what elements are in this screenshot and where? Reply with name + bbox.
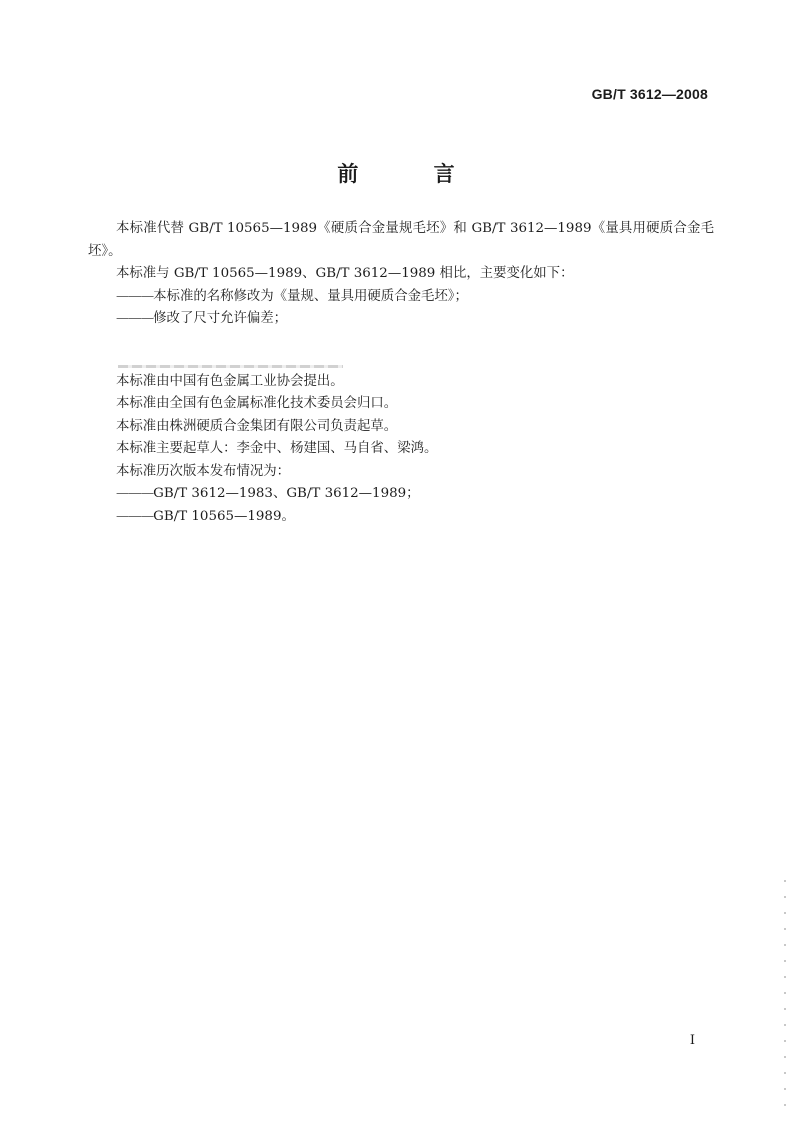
history-item-text: GB/T 3612—1983、GB/T 3612—1989； xyxy=(153,486,420,501)
list-dash: ——— xyxy=(116,486,154,501)
paragraph-history-intro: 本标准历次版本发布情况为： xyxy=(116,463,291,479)
change-item-2 xyxy=(88,308,714,331)
blank-gap xyxy=(88,331,714,349)
history-item-2 xyxy=(88,506,714,529)
history-item-1 xyxy=(88,483,714,506)
paragraph-drafters: 本标准主要起草人：李金中、杨建国、马自省、梁鸿。 xyxy=(116,441,438,456)
change-item-text: 本标准的名称修改为《量规、量具用硬质合金毛坯》； xyxy=(153,288,468,304)
page-title: 前 言 xyxy=(337,162,489,186)
faded-line-remnant xyxy=(118,349,343,371)
paragraph-changes-intro: 本标准与 GB/T 10565—1989、GB/T 3612—1989 相比，主要变化如下： xyxy=(116,266,574,281)
list-dash: ——— xyxy=(116,311,154,326)
paragraph-drafter-org: 本标准由株洲硬质合金集团有限公司负责起草。 xyxy=(116,418,398,434)
paragraph-replacement: 本标准代替 GB/T 10565—1989《硬质合金量规毛坯》和 GB/T 3612—1989《量具用硬质合金毛坯》。 xyxy=(88,221,714,259)
paragraph-proposer: 本标准由中国有色金属工业协会提出。 xyxy=(116,373,344,389)
standard-code: GB/T 3612—2008 xyxy=(591,86,708,102)
document-body xyxy=(88,218,714,528)
page-number: I xyxy=(689,1033,695,1048)
history-item-text: GB/T 10565—1989。 xyxy=(153,508,295,524)
list-dash: ——— xyxy=(116,288,154,304)
scan-edge-marks xyxy=(784,880,786,1120)
change-item-text: 修改了尺寸允许偏差； xyxy=(153,311,288,326)
list-dash: ——— xyxy=(116,508,154,524)
change-item-1 xyxy=(88,286,714,309)
paragraph-committee: 本标准由全国有色金属标准化技术委员会归口。 xyxy=(116,396,398,411)
